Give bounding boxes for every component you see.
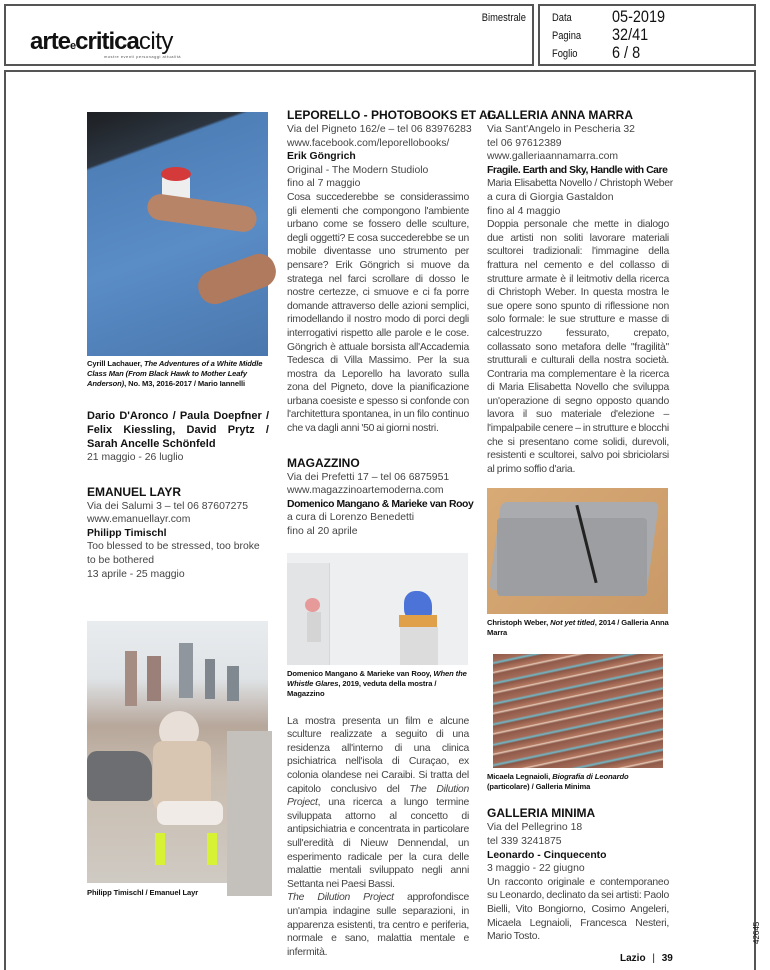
header-masthead xyxy=(4,4,534,66)
description-paragraph-2 xyxy=(287,891,469,959)
description-text: La mostra presenta un film e alcune sculture realizzate a seguito di una residenza all'interno di una clinica psichiatrica nell'isola di Curaçao, ex colonia olandese nei Caraibi. Si tratta del capitolo conclusivo del xyxy=(287,715,469,795)
venue-address: Via Sant'Angelo in Pescheria 32 xyxy=(487,124,635,135)
show-description: Cosa succederebbe se considerassimo gli elementi che compongono l'ambiente urbano come se fossero delle sculture, degli oggetti? E cosa succederebbe se un mobile diventasse uno strumento per pensare? Erik Göngrich si muove da stratega nel farci scrollare di dosso le nostre certezze, ci smuove e ci fa porre domande attraverso delle azioni semplici, rimodellando il nostro modo di porci degli interrogativi rispetto alle parole e le cose. Göngrich è attuale borsista all'Accademia Tedesca di Villa Massimo. Per la sua mostra da Leporello ha lavorato sulla zona del Pigneto, dove la pianificazione urbana coesiste e spesso si confonde con l'architettura spontanea, in un filo continuo che va dagli anni '50 ai giorni nostri. xyxy=(287,191,469,435)
photo-caption-legnaioli xyxy=(487,772,669,792)
logo-tagline: mostre eventi personaggi attualità xyxy=(104,54,182,59)
show-artists: Maria Elisabetta Novello / Christoph Weber xyxy=(487,178,673,190)
logo-connector: e xyxy=(70,40,76,52)
periodicity-label: Bimestrale xyxy=(481,12,526,24)
logo-part-arte: arte xyxy=(30,28,71,55)
artists-names: Dario D'Aronco / Paula Doepfner / Felix Kiessling, David Prytz / Sarah Ancelle Schönfeld xyxy=(87,410,269,450)
magazzino-description xyxy=(287,715,469,960)
logo-part-critica: critica xyxy=(75,28,139,55)
venue-website-link[interactable]: www.magazzinoartemoderna.com xyxy=(287,485,444,497)
caption-title: Not yet titled xyxy=(550,618,595,628)
meta-foglio-label: Foglio xyxy=(552,48,578,60)
show-title-line1: Too blessed to be stressed, too broke xyxy=(87,541,260,553)
caption-artist: Christoph Weber, xyxy=(487,618,551,628)
photo-caption-magazzino xyxy=(287,669,469,699)
logo-part-city: city xyxy=(138,28,173,55)
photo-micaela-legnaioli xyxy=(493,654,663,768)
show-dates: fino al 4 maggio xyxy=(487,205,561,217)
caption-rest: (particolare) / Galleria Minima xyxy=(487,782,591,792)
venue-address: Via del Pellegrino 18 xyxy=(487,822,583,834)
photo-cyrill-lachauer xyxy=(87,112,268,356)
venue-phone: tel 06 97612389 xyxy=(487,137,562,149)
page-number: 39 xyxy=(661,953,673,964)
description-paragraph-1 xyxy=(287,715,469,892)
show-dates: fino al 20 aprile xyxy=(287,526,358,538)
venue-address: Via del Pigneto 162/e – tel 06 83976283 xyxy=(287,124,472,135)
column-2 xyxy=(287,108,499,959)
photo-magazzino-installation xyxy=(287,553,468,665)
listing-leporello xyxy=(287,108,499,436)
venue-name: EMANUEL LAYR xyxy=(87,484,182,499)
venue-name: GALLERIA ANNA MARRA xyxy=(487,108,633,122)
listing-magazzino xyxy=(287,455,474,539)
show-dates: 13 aprile - 25 maggio xyxy=(87,568,185,580)
meta-pagina-value: 32/41 xyxy=(612,25,649,44)
project-title: The Dilution Project xyxy=(287,892,394,904)
listing-group-show xyxy=(87,409,269,465)
meta-data-value: 05-2019 xyxy=(612,7,666,26)
photo-christoph-weber xyxy=(487,488,668,614)
caption-rest: , 2014 / Galleria Anna Marra xyxy=(487,618,669,638)
show-description: Doppia personale che mette in dialogo due artisti non soliti lavorare materiali scultorei tradizionali: l'immagine della frattura nel cemento e del collasso di strutture armate è il leitmotiv della ricerca di Christoph Weber. In questa mostra le sue opere sono spunto di riflessione non solo formale: le sue strutture e masse di calcestruzzo fessurato, crepato, collassato sono metafora delle "fragilità" strutturali e culturali della nostra società. Contraria ma complementare è la ricerca di Maria Elisabetta Novello che sviluppa un'operazione di segno opposto quando lavora il suo materiale d'elezione – l'impalpabile cenere – in strutture e blocchi che si presentano come solidi, durevoli, resistenti e scultorei, salvo poi sbriciolarsi al primo soffio d'aria. xyxy=(487,219,669,475)
photo-philipp-timischl xyxy=(87,621,268,883)
caption-title: Biografia di Leonardo xyxy=(552,772,629,782)
show-title: Original - The Modern Studiolo xyxy=(287,164,429,176)
show-dates: 21 maggio - 26 luglio xyxy=(87,452,184,463)
venue-address: Via dei Prefetti 17 – tel 06 6875951 xyxy=(287,471,450,483)
venue-address: Via dei Salumi 3 – tel 06 87607275 xyxy=(87,500,248,512)
venue-name: MAGAZZINO xyxy=(287,455,360,470)
project-title: The Dilution Project xyxy=(287,783,469,809)
section-name: Lazio xyxy=(620,953,646,964)
column-1 xyxy=(87,112,269,898)
caption-rest: , 2019, veduta della mostra / Magazzino xyxy=(287,678,437,698)
caption-rest: , No. M3, 2016-2017 / Mario Iannelli xyxy=(124,379,245,388)
photo-caption-lachauer xyxy=(87,359,269,389)
page-footer xyxy=(620,953,673,965)
description-text-rest: approfondisce un'ampia indagine sulle separazioni, in apparenza esistenti, tra centro e periferia, normale e sano, malattia mentale e infermità. xyxy=(287,892,469,958)
meta-pagina-label: Pagina xyxy=(552,30,582,42)
artist-name: Domenico Mangano & Marieke van Rooy xyxy=(287,498,474,510)
artist-name: Philipp Timischl xyxy=(87,527,167,539)
footer-separator: | xyxy=(652,953,655,964)
column-3 xyxy=(487,108,673,944)
caption-artist: Domenico Mangano & Marieke van Rooy, xyxy=(287,668,434,678)
curator: a cura di Giorgia Gastaldon xyxy=(487,191,614,203)
header-meta-box xyxy=(538,4,756,66)
venue-website-link[interactable]: www.galleriaannamarra.com xyxy=(487,151,619,163)
show-dates: 3 maggio - 22 giugno xyxy=(487,863,585,875)
artist-name: Erik Göngrich xyxy=(287,151,356,163)
archive-code: 42645 xyxy=(752,921,761,944)
meta-foglio-value: 6 / 8 xyxy=(612,43,641,62)
caption-title: The Adventures of a White Middle Class Man (From Black Hawk to Mother Leafy Anderson) xyxy=(87,359,263,388)
venue-website-link[interactable]: www.facebook.com/leporellobooks/ xyxy=(287,137,450,149)
publication-logo xyxy=(30,28,173,56)
show-description: Un racconto originale e contemporaneo su Leonardo, declinato da sei artisti: Paolo Bielli, Vito Bongiorno, Cosimo Angeleri, Micaela Legnaioli, Francesca Nesteri, Mario Tosto. xyxy=(487,876,669,943)
show-dates: fino al 7 maggio xyxy=(287,178,361,190)
caption-artist: Cyrill Lachauer, xyxy=(87,359,144,368)
caption-title: When the Whistle Glares xyxy=(287,668,467,688)
photo-caption-timischl: Philipp Timischl / Emanuel Layr xyxy=(87,888,199,898)
listing-anna-marra xyxy=(487,108,673,476)
photo-caption-weber xyxy=(487,618,669,638)
curator: a cura di Lorenzo Benedetti xyxy=(287,512,415,524)
show-title-line2: to be bothered xyxy=(87,554,155,566)
venue-name: LEPORELLO - PHOTOBOOKS ET AL. xyxy=(287,108,499,122)
show-title: Fragile. Earth and Sky, Handle with Care xyxy=(487,164,668,176)
listing-galleria-minima xyxy=(487,806,669,943)
venue-name: GALLERIA MINIMA xyxy=(487,806,596,821)
show-title: Leonardo - Cinquecento xyxy=(487,849,607,861)
description-text-rest: , una ricerca a lungo termine sviluppata attorno al concetto di antipsichiatria e concentrata in particolare sull'eredità di Nieuw Dennendal, un esperimento radicale per la cura delle malattie mentali sviluppato negli anni Settanta nei Paesi Bassi. xyxy=(287,797,469,890)
venue-website-link[interactable]: www.emanuellayr.com xyxy=(87,514,191,526)
listing-emanuel-layr xyxy=(87,485,269,582)
venue-phone: tel 339 3241875 xyxy=(487,836,562,848)
meta-data-label: Data xyxy=(552,12,572,24)
caption-artist: Micaela Legnaioli, xyxy=(487,772,553,782)
